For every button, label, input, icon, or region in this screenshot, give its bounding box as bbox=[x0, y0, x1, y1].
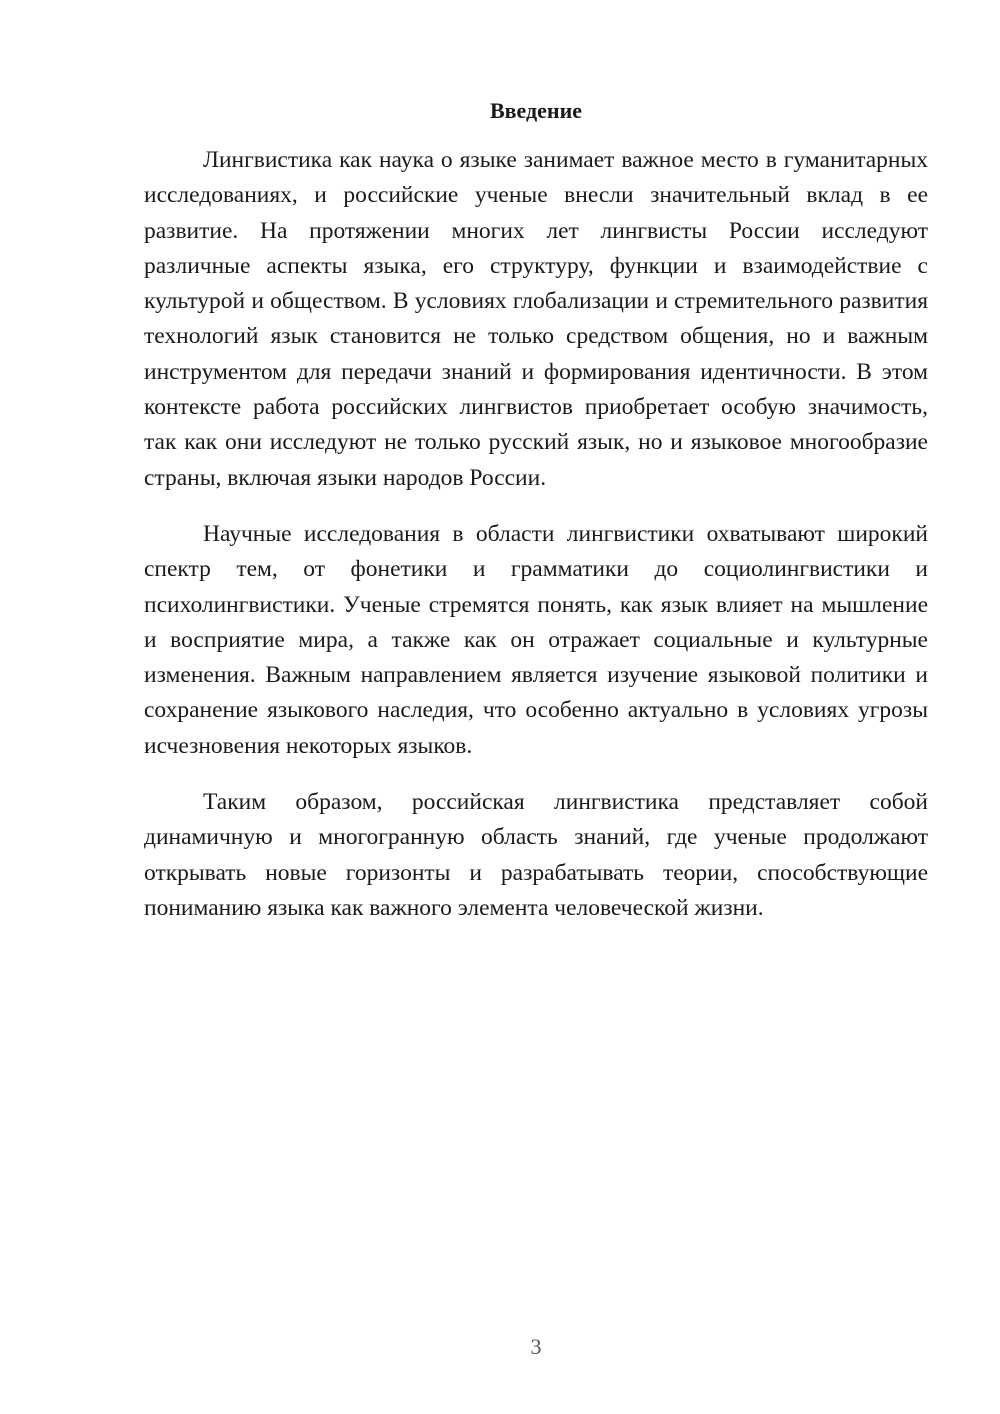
body-text bbox=[144, 143, 928, 947]
paragraph-2: Научные исследования в области лингвистики охватывают широкий спектр тем, от фонетики и грамматики до социолингвистики и психолингвистики. Ученые стремятся понять, как язык влияет на мышление и восприятие мира, а также как он отражает социальные и культурные изменения. Важным направлением является изучение языковой политики и сохранение языкового наследия, что особенно актуально в условиях угрозы исчезновения некоторых языков. bbox=[144, 520, 928, 759]
section-title: Введение bbox=[489, 98, 583, 123]
page-number: 3 bbox=[530, 1334, 542, 1359]
paragraph-1: Лингвистика как наука о языке занимает важное место в гуманитарных исследованиях, и российские ученые внесли значительный вклад в ее развитие. На протяжении многих лет лингвисты России исследуют различные аспекты языка, его структуру, функции и взаимодействие с культурой и обществом. В условиях глобализации и стремительного развития технологий язык становится не только средством общения, но и важным инструментом для передачи знаний и формирования идентичности. В этом контексте работа российских лингвистов приобретает особую значимость, так как они исследуют не только русский язык, но и языковое многообразие страны, включая языки народов России. bbox=[144, 147, 928, 491]
paragraph-3: Таким образом, российская лингвистика представляет собой динамичную и многогранную область знаний, где ученые продолжают открывать новые горизонты и разрабатывать теории, способствующие пониманию языка как важного элемента человеческой жизни. bbox=[144, 789, 928, 921]
